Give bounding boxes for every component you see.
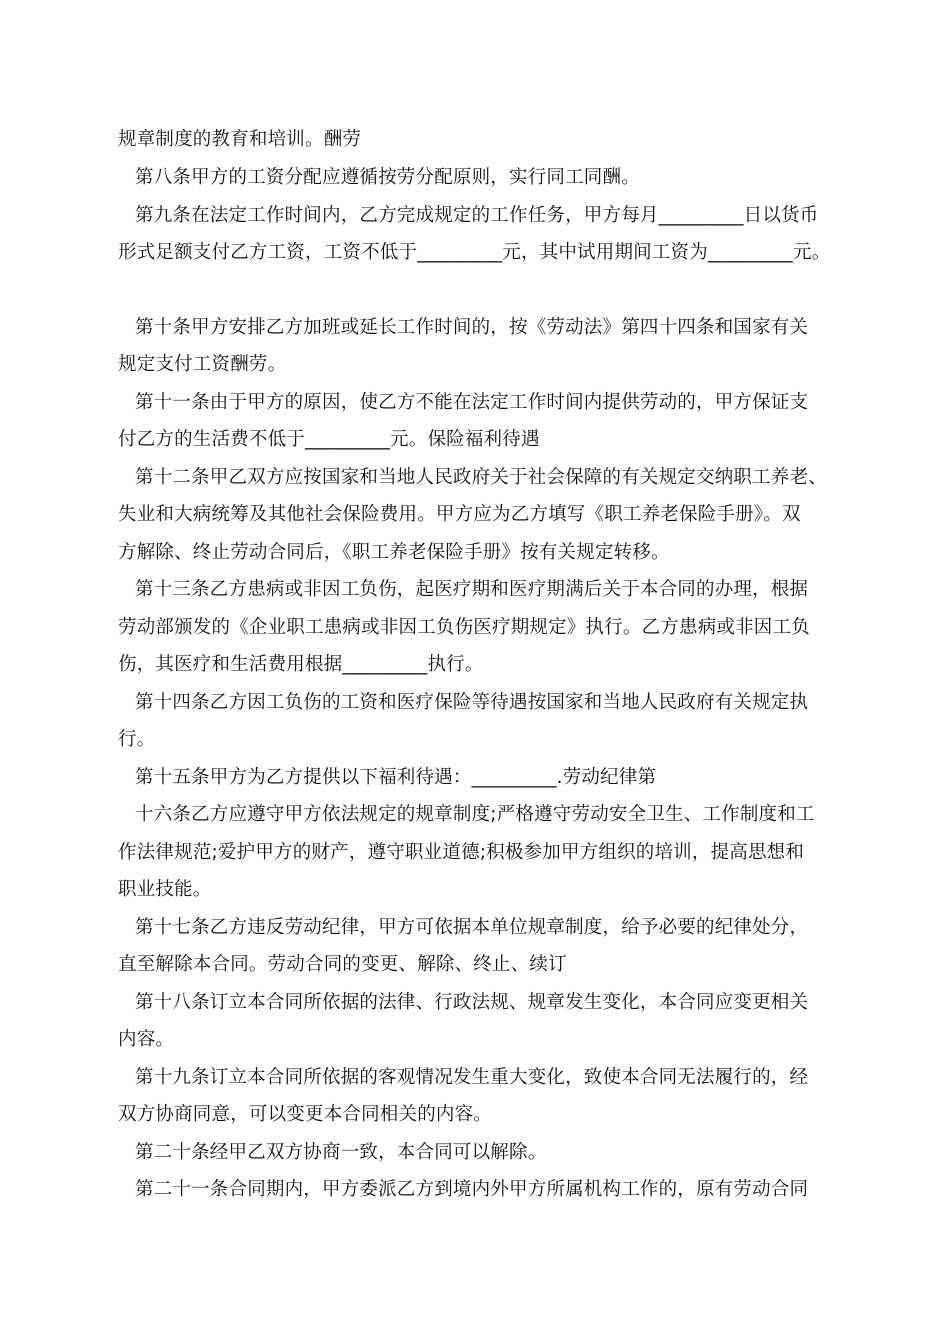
text-line: 内容。 — [118, 1029, 175, 1050]
text-line: 第十八条订立本合同所依据的法律、行政法规、规章发生变化，本合同应变更相关 — [135, 992, 809, 1013]
text-line: 规定支付工资酬劳。 — [118, 354, 287, 375]
text-line: 直至解除本合同。劳动合同的变更、解除、终止、续订 — [118, 954, 567, 975]
text-line: 行。 — [118, 729, 156, 750]
text-line: 职业技能。 — [118, 879, 212, 900]
text-line: 方解除、终止劳动合同后，《职工养老保险手册》按有关规定转移。 — [118, 542, 670, 563]
text-line: 失业和大病统筹及其他社会保险费用。甲方应为乙方填写《职工养老保险手册》。双 — [118, 504, 801, 525]
text-line: 付乙方的生活费不低于_________元。保险福利待遇 — [118, 429, 540, 450]
text-line: 作法律规范;爱护甲方的财产，遵守职业道德;积极参加甲方组织的培训，提高思想和 — [118, 842, 805, 863]
text-line: 十六条乙方应遵守甲方依法规定的规章制度;严格遵守劳动安全卫生、工作制度和工 — [135, 804, 815, 825]
text-line: 劳动部颁发的《企业职工患病或非因工负伤医疗期规定》执行。乙方患病或非因工负 — [118, 617, 810, 638]
text-line: 第十五条甲方为乙方提供以下福利待遇：_________.劳动纪律第 — [135, 767, 657, 788]
text-line: 第二十一条合同期内，甲方委派乙方到境内外甲方所属机构工作的，原有劳动合同 — [135, 1179, 809, 1200]
text-line: 第十七条乙方违反劳动纪律，甲方可依据本单位规章制度，给予必要的纪律处分， — [135, 917, 809, 938]
text-line: 第十四条乙方因工负伤的工资和医疗保险等待遇按国家和当地人民政府有关规定执 — [135, 692, 809, 713]
text-line: 双方协商同意，可以变更本合同相关的内容。 — [118, 1104, 493, 1125]
text-line: 第二十条经甲乙双方协商一致，本合同可以解除。 — [135, 1142, 547, 1163]
text-line: 第十条甲方安排乙方加班或延长工作时间的，按《劳动法》第四十四条和国家有关 — [135, 317, 809, 338]
text-line: 规章制度的教育和培训。酬劳 — [118, 129, 362, 150]
text-line: 第十二条甲乙双方应按国家和当地人民政府关于社会保障的有关规定交纳职工养老、 — [135, 467, 827, 488]
text-line: 形式足额支付乙方工资，工资不低于_________元，其中试用期间工资为_________元。 — [118, 242, 831, 263]
text-line: 第八条甲方的工资分配应遵循按劳分配原则，实行同工同酬。 — [135, 167, 640, 188]
text-line: 伤，其医疗和生活费用根据_________执行。 — [118, 654, 484, 675]
text-line: 第十三条乙方患病或非因工负伤，起医疗期和医疗期满后关于本合同的办理，根据 — [135, 579, 809, 600]
text-line: 第十一条由于甲方的原因，使乙方不能在法定工作时间内提供劳动的，甲方保证支 — [135, 392, 809, 413]
text-line: 第十九条订立本合同所依据的客观情况发生重大变化，致使本合同无法履行的，经 — [135, 1067, 809, 1088]
text-line: 第九条在法定工作时间内，乙方完成规定的工作任务，甲方每月_________日以货币 — [135, 205, 819, 226]
